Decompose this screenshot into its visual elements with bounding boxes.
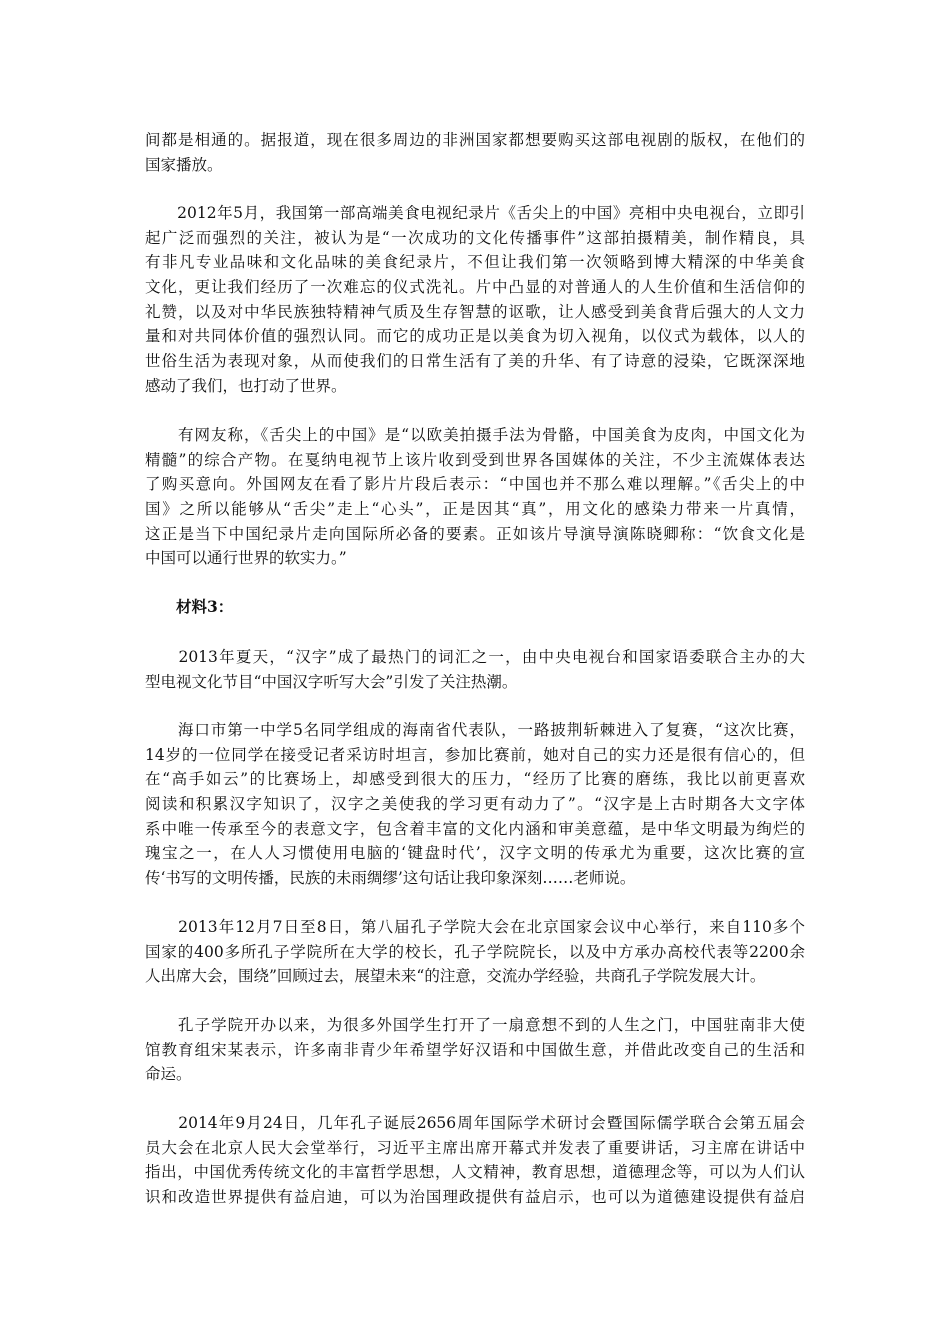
text-line: 间都是相通的。据报道，现在很多周边的非洲国家都想要购买这部电视剧的版权，在他们的 [145, 131, 805, 149]
paragraph-confucius-institute-impact [145, 1013, 805, 1087]
text-line: 精髓”的综合产物。在戛纳电视节上该片收到受到世界各国媒体的关注，不少主流媒体表达 [145, 450, 805, 469]
text-line: 传‘书写的文明传播，民族的未雨绸缪’这句话让我印象深刻……老师说。 [145, 869, 636, 888]
paragraph-tongue-of-china-intro [145, 201, 805, 399]
text-line: 在“高手如云”的比赛场上，却感受到很大的压力，“经历了比赛的磨练，我比以前更喜欢 [145, 770, 805, 789]
text-line: 量和对共同体价值的强烈认同。而它的成功正是以美食为切入视角，以仪式为载体，以人的 [145, 327, 805, 346]
text-line: 指出，中国优秀传统文化的丰富哲学思想，人文精神，教育思想，道德理念等，可以为人们认 [145, 1163, 805, 1182]
text-line: 中国可以通行世界的软实力。” [145, 549, 347, 568]
text-line: 员大会在北京人民大会堂举行，习近平主席出席开幕式并发表了重要讲话，习主席在讲话中 [145, 1138, 805, 1157]
text-line: 礼赞，以及对中华民族独特精神气质及生存智慧的讴歌，让人感受到美食背后强大的人文力 [145, 302, 805, 321]
paragraph-continuation [145, 128, 805, 177]
text-line: 感动了我们，也打动了世界。 [145, 376, 347, 395]
text-line: 文化，更让我们经历了一次难忘的仪式洗礼。片中凸显的对普通人的人生价值和生活信仰的 [145, 278, 805, 297]
section-heading-material-3 [145, 595, 805, 620]
text-line: 2013年12月7日至8日，第八届孔子学院大会在北京国家会议中心举行，来自110多个 [145, 918, 805, 936]
text-line: 2014年9月24日，几年孔子诞辰2656周年国际学术研讨会暨国际儒学联合会第五届会 [145, 1114, 805, 1132]
text-line: 世俗生活为表现对象，从而使我们的日常生活有了美的升华、有了诗意的浸染，它既深深地 [145, 352, 805, 371]
text-line: 国》之所以能够从“舌尖”走上“心头”，正是因其“真”，用文化的感染力带来一片真情， [145, 500, 805, 519]
text-line: 2013年夏天，“汉字”成了最热门的词汇之一，由中央电视台和国家语委联合主办的大 [145, 648, 805, 666]
text-line: 识和改造世界提供有益启迪，可以为治国理政提供有益启示，也可以为道德建设提供有益启 [145, 1188, 805, 1207]
text-line: 馆教育组宋某表示，许多南非青少年希望学好汉语和中国做生意，并借此改变自己的生活和 [145, 1040, 805, 1059]
paragraph-hanzi-dictation [145, 645, 805, 694]
paragraph-confucius-anniversary [145, 1111, 805, 1210]
text-line: 有网友称，《舌尖上的中国》是“以欧美拍摄手法为骨骼，中国美食为皮肉，中国文化为 [145, 426, 805, 444]
text-line: 14岁的一位同学在接受记者采访时坦言，参加比赛前，她对自己的实力还是很有信心的，但 [145, 745, 805, 764]
text-line: 海口市第一中学5名同学组成的海南省代表队，一路披荆斩棘进入了复赛，“这次比赛， [145, 721, 805, 739]
text-line: 命运。 [145, 1065, 192, 1084]
text-line: 这正是当下中国纪录片走向国际所必备的要素。正如该片导演导演陈晓卿称：“饮食文化是 [145, 524, 805, 543]
text-line: 系中唯一传承至今的表意文字，包含着丰富的文化内涵和审美意蕴，是中华文明最为绚烂的 [145, 819, 805, 838]
paragraph-confucius-institute-conference [145, 915, 805, 989]
text-line: 起广泛而强烈的关注，被认为是“一次成功的文化传播事件”这部拍摄精美，制作精良，具 [145, 228, 805, 247]
text-line: 2012年5月，我国第一部高端美食电视纪录片《舌尖上的中国》亮相中央电视台，立即引 [145, 204, 805, 222]
text-line: 孔子学院开办以来，为很多外国学生打开了一扇意想不到的人生之门，中国驻南非大使 [145, 1016, 805, 1034]
paragraph-haikou-team [145, 718, 805, 891]
text-line: 瑰宝之一，在人人习惯使用电脑的‘键盘时代’，汉字文明的传承尤为重要，这次比赛的宣 [145, 844, 805, 863]
text-line: 材料3： [145, 597, 234, 616]
text-line: 人出席大会，围绕”回顾过去，展望未来“的注意，交流办学经验，共商孔子学院发展大计。 [145, 967, 766, 986]
text-line: 型电视文化节目“中国汉字听写大会”引发了关注热潮。 [145, 672, 518, 691]
text-line: 了购买意向。外国网友在看了影片片段后表示：“中国也并不那么难以理解。”《舌尖上的中 [145, 475, 805, 494]
text-line: 国家播放。 [145, 155, 223, 174]
text-line: 阅读和积累汉字知识了，汉字之美使我的学习更有动力了”。“汉字是上古时期各大文字体 [145, 795, 805, 814]
paragraph-netizen-comments [145, 423, 805, 571]
text-line: 有非凡专业品味和文化品味的美食纪录片，不但让我们第一次领略到博大精深的中华美食 [145, 253, 805, 272]
text-line: 国家的400多所孔子学院所在大学的校长，孔子学院院长，以及中方承办高校代表等2200余 [145, 942, 805, 961]
